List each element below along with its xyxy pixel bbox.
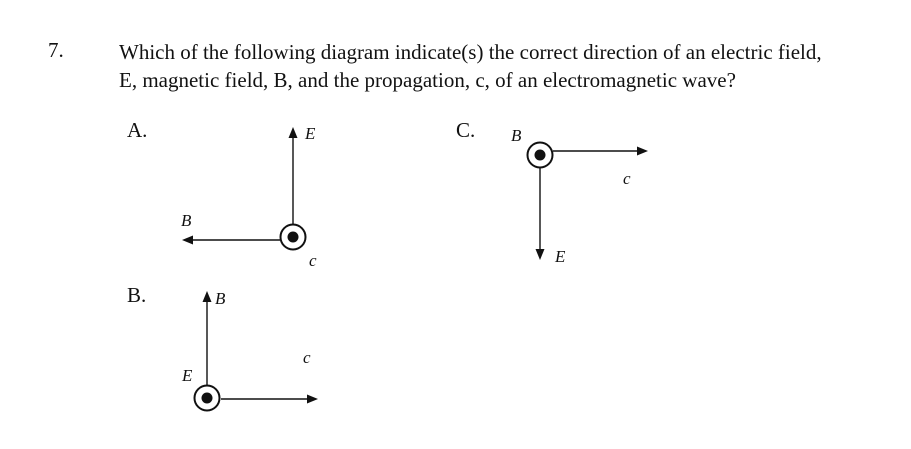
diagram-a-out-of-page-dot [288,232,299,243]
diagram-c-c-arrowhead [637,147,648,156]
diagram-c-out-of-page-dot [535,150,546,161]
diagram-b-c-label: c [303,348,311,367]
option-a-label[interactable]: A. [127,118,148,142]
diagram-b-out-of-page-dot [202,393,213,404]
diagram-c-e-arrowhead [536,249,545,260]
question-line-1: Which of the following diagram indicate(s) the correct direction of an electric field, [119,40,822,64]
diagram-b [181,289,318,411]
option-b-label[interactable]: B. [127,283,147,307]
diagram-a-b-arrowhead [182,236,193,245]
option-c-label[interactable]: C. [456,118,476,142]
diagram-b-b-label: B [215,289,226,308]
diagram-b-c-arrowhead [307,395,318,404]
diagram-a-e-arrowhead [289,127,298,138]
question-line-2: E, magnetic field, B, and the propagation, c, of an electromagnetic wave? [119,68,736,92]
diagram-c [511,126,648,266]
diagram-a-c-label: c [309,251,317,270]
diagram-a [181,124,317,270]
diagram-c-e-label: E [555,247,566,266]
diagram-c-b-label: B [511,126,522,145]
diagram-c-c-label: c [623,169,631,188]
diagram-b-b-arrowhead [203,291,212,302]
diagram-b-e-label: E [182,366,193,385]
question-number: 7. [48,38,64,62]
diagram-a-e-label: E [305,124,316,143]
diagram-a-b-label: B [181,211,192,230]
